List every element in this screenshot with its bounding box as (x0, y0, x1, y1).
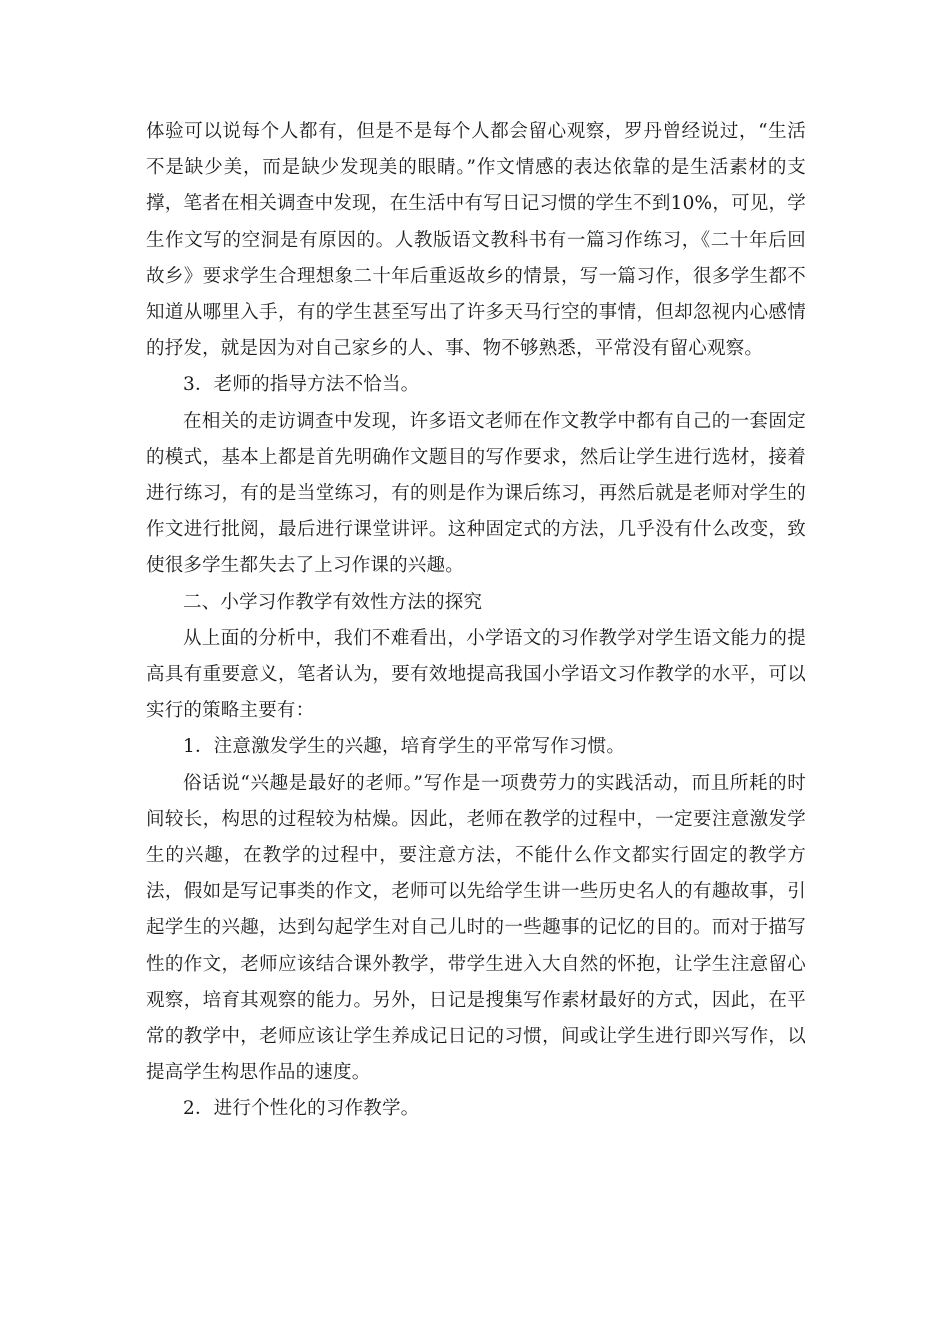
section-item-1: 1．注意激发学生的兴趣，培育学生的平常写作习惯。 (183, 736, 626, 758)
section-item-2: 2．进行个性化的习作教学。 (183, 1098, 420, 1120)
body-paragraph: 在相关的走访调查中发现，许多语文老师在作文教学中都有自己的一套固定的模式，基本上都是首先明确作文题目的写作要求，然后让学生进行选材，接着进行练习，有的是当堂练习，有的则是作为课后练习，再然后就是老师对学生的作文进行批阅，最后进行课堂讲评。这种固定式的方法，几乎没有什么改变，致使很多学生都失去了上习作课的兴趣。 (146, 410, 806, 577)
body-paragraph: 体验可以说每个人都有，但是不是每个人都会留心观察，罗丹曾经说过，“生活不是缺少美，而是缺少发现美的眼睛。”作文情感的表达依靠的是生活素材的支撑，笔者在相关调查中发现，在生活中有写日记习惯的学生不到10%，可见，学生作文写的空洞是有原因的。人教版语文教科书有一篇习作练习，《二十年后回故乡》要求学生合理想象二十年后重返故乡的情景，写一篇习作，很多学生都不知道从哪里入手，有的学生甚至写出了许多天马行空的事情，但却忽视内心感情的抒发，就是因为对自己家乡的人、事、物不够熟悉，平常没有留心观察。 (146, 121, 806, 360)
body-paragraph: 从上面的分析中，我们不难看出，小学语文的习作教学对学生语文能力的提高具有重要意义，笔者认为，要有效地提高我国小学语文习作教学的水平，可以实行的策略主要有： (146, 627, 806, 722)
document-body (146, 114, 806, 1128)
section-heading-2: 二、小学习作教学有效性方法的探究 (183, 591, 483, 613)
section-item-3: 3．老师的指导方法不恰当。 (183, 374, 420, 396)
body-paragraph: 俗话说“兴趣是最好的老师。”写作是一项费劳力的实践活动，而且所耗的时间较长，构思的过程较为枯燥。因此，老师在教学的过程中，一定要注意激发学生的兴趣，在教学的过程中，要注意方法，不能什么作文都实行固定的教学方法，假如是写记事类的作文，老师可以先给学生讲一些历史名人的有趣故事，引起学生的兴趣，达到勾起学生对自己儿时的一些趣事的记忆的目的。而对于描写性的作文，老师应该结合课外教学，带学生进入大自然的怀抱，让学生注意留心观察，培育其观察的能力。另外，日记是搜集写作素材最好的方式，因此，在平常的教学中，老师应该让学生养成记日记的习惯，间或让学生进行即兴写作，以提高学生构思作品的速度。 (146, 772, 806, 1084)
